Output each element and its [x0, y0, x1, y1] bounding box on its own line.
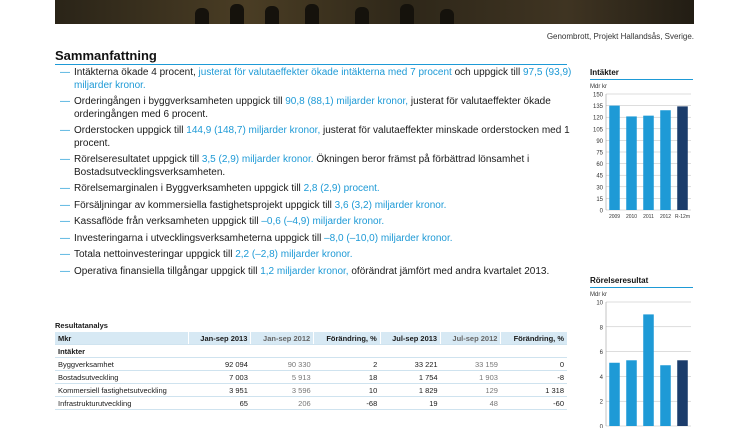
summary-bullet-list	[60, 67, 572, 282]
table-cell: 1 754	[380, 371, 440, 384]
table-cell: 2	[314, 358, 381, 371]
col-header: Jan-sep 2012	[251, 332, 314, 345]
bullet-dash-icon: —	[60, 232, 70, 244]
col-header: Mkr	[55, 332, 188, 345]
table-cell: 65	[188, 397, 251, 410]
revenue-chart	[590, 68, 693, 227]
chart-unit-label: Mdr kr	[590, 84, 607, 90]
summary-bullet	[60, 183, 572, 196]
bullet-dash-icon: —	[60, 183, 70, 194]
bullet-text: Orderingången i byggverksamheten uppgick till	[74, 96, 286, 107]
bar	[626, 360, 637, 426]
bullet-highlight-text: 3,5 (2,9) miljarder kronor.	[201, 154, 314, 165]
y-tick-label: 10	[596, 300, 603, 307]
table-cell: 129	[441, 384, 501, 397]
bullet-highlight-text: 90,8 (88,1) miljarder kronor,	[285, 96, 409, 107]
section-title: Sammanfattning	[55, 48, 157, 63]
summary-bullet	[60, 216, 572, 229]
table-row	[55, 358, 567, 371]
table-row	[55, 384, 567, 397]
summary-bullet	[60, 154, 572, 179]
bullet-highlight-text: 97,5 (93,9) miljarder kronor.	[74, 67, 572, 91]
y-tick-label: 0	[599, 424, 603, 428]
y-tick-label: 30	[596, 185, 603, 192]
x-tick-label: 2010	[625, 214, 638, 220]
bullet-text: Ökningen beror främst på förbättrad lönsamhet i Bostadsutvecklingsverksamheten.	[74, 154, 530, 178]
y-tick-label: 15	[596, 196, 603, 203]
chart-unit-label: Mdr kr	[590, 292, 607, 298]
table-cell: 33 159	[441, 358, 501, 371]
bullet-highlight-text: –8,0 (–10,0) miljarder kronor.	[324, 232, 453, 244]
summary-bullet	[60, 266, 572, 279]
y-tick-label: 150	[592, 92, 603, 99]
table-row	[55, 371, 567, 384]
bullet-text: och uppgick till	[451, 67, 523, 78]
bullet-text: Orderstocken uppgick till	[74, 125, 187, 136]
chart-title: Rörelseresultat	[590, 276, 693, 288]
photo-figure	[440, 9, 454, 24]
bullet-text: Rörelseresultatet uppgick till	[74, 154, 202, 165]
table-cell: 1 829	[380, 384, 440, 397]
table-cell: 18	[314, 371, 381, 384]
bullet-dash-icon: —	[60, 216, 70, 227]
bullet-text: Investeringarna i utvecklingsverksamheterna uppgick till	[74, 232, 325, 244]
x-tick-label: 2009	[608, 214, 621, 220]
photo-figure	[355, 7, 369, 24]
table-group-row	[55, 345, 567, 358]
table-cell: 1 903	[441, 371, 501, 384]
y-tick-label: 135	[592, 104, 603, 111]
photo-figure	[230, 4, 244, 24]
title-divider	[55, 64, 567, 65]
bullet-text: Rörelsemarginalen i Byggverksamheten uppgick till	[74, 183, 304, 194]
bullet-dash-icon: —	[60, 96, 70, 107]
photo-figure	[265, 6, 279, 24]
bullet-highlight-text: 2,8 (2,9) procent.	[303, 183, 380, 194]
bullet-text: justerat för valutaeffekter ökade orderingången med 6 procent.	[74, 96, 551, 120]
table-cell: 1 318	[501, 384, 567, 397]
y-tick-label: 0	[599, 208, 603, 215]
y-tick-label: 60	[596, 162, 603, 169]
bullet-text: Försäljningar av kommersiella fastighetsprojekt uppgick till	[74, 199, 335, 211]
bar	[660, 365, 671, 426]
bar	[677, 360, 688, 426]
table-cell: 3 951	[188, 384, 251, 397]
y-tick-label: 120	[592, 115, 603, 122]
header-photo	[55, 0, 694, 24]
table-cell: -60	[501, 397, 567, 410]
x-tick-label: 2011	[643, 214, 654, 220]
bullet-text: justerat för valutaeffekter minskade orderstocken med 1 procent.	[74, 125, 570, 149]
y-tick-label: 2	[599, 399, 603, 406]
table-cell: 0	[501, 358, 567, 371]
table-cell: Bostadsutveckling	[55, 371, 188, 384]
bullet-text: Intäkterna ökade 4 procent,	[74, 67, 199, 78]
table-cell: 92 094	[188, 358, 251, 371]
y-tick-label: 6	[599, 350, 603, 357]
table-cell: 3 596	[251, 384, 314, 397]
bar	[643, 314, 654, 426]
bar	[609, 363, 620, 426]
table-cell: 7 003	[188, 371, 251, 384]
bullet-dash-icon: —	[60, 154, 70, 165]
y-tick-label: 75	[596, 150, 603, 157]
table-cell: 19	[380, 397, 440, 410]
bullet-highlight-text: 1,2 miljarder kronor,	[260, 265, 349, 277]
col-header: Jan-sep 2013	[188, 332, 251, 345]
col-header: Förändring, %	[501, 332, 567, 345]
photo-figure	[305, 4, 319, 24]
group-label: Intäkter	[55, 345, 567, 358]
photo-figure	[195, 8, 209, 24]
summary-bullet	[60, 96, 572, 121]
summary-bullet	[60, 249, 572, 262]
table-cell: 48	[441, 397, 501, 410]
col-header: Jul-sep 2012	[441, 332, 501, 345]
table-cell: 10	[314, 384, 381, 397]
y-tick-label: 8	[599, 325, 603, 332]
photo-figure	[400, 4, 414, 24]
table-cell: 5 913	[251, 371, 314, 384]
col-header: Jul-sep 2013	[380, 332, 440, 345]
x-tick-label: 2012	[659, 214, 672, 220]
table-cell: -8	[501, 371, 567, 384]
summary-bullet	[60, 67, 572, 92]
bullet-highlight-text: 144,9 (148,7) miljarder kronor,	[186, 125, 321, 136]
operating-income-chart-svg	[590, 298, 693, 428]
bullet-dash-icon: —	[60, 199, 70, 211]
bullet-highlight-text: 2,2 (–2,8) miljarder kronor.	[235, 249, 353, 260]
bar	[660, 110, 671, 210]
table-cell: 90 330	[251, 358, 314, 371]
bar	[643, 116, 654, 210]
operating-income-chart	[590, 276, 693, 433]
bullet-dash-icon: —	[60, 125, 70, 136]
bar	[609, 106, 620, 210]
y-tick-label: 45	[596, 173, 603, 180]
summary-bullet	[60, 200, 572, 213]
bullet-dash-icon: —	[60, 249, 70, 260]
table-cell: 33 221	[380, 358, 440, 371]
bullet-highlight-text: –0,6 (–4,9) miljarder kronor.	[261, 216, 385, 227]
table-cell: Byggverksamhet	[55, 358, 188, 371]
summary-bullet	[60, 125, 572, 150]
photo-caption: Genombrott, Projekt Hallandsås, Sverige.	[546, 32, 694, 41]
bar	[677, 106, 688, 210]
bullet-highlight-text: justerat för valutaeffekter ökade intäkterna med 7 procent	[198, 67, 452, 78]
y-tick-label: 4	[599, 374, 603, 381]
bullet-dash-icon: —	[60, 265, 70, 277]
bullet-highlight-text: 3,6 (3,2) miljarder kronor.	[334, 199, 447, 211]
summary-bullet	[60, 233, 572, 246]
y-tick-label: 105	[592, 127, 603, 134]
bullet-text: oförändrat jämfört med andra kvartalet 2013.	[348, 265, 550, 277]
bullet-text: Totala nettoinvesteringar uppgick till	[74, 249, 236, 260]
bullet-text: Kassaflöde från verksamheten uppgick till	[74, 216, 262, 227]
bar	[626, 116, 637, 210]
col-header: Förändring, %	[314, 332, 381, 345]
revenue-chart-svg	[590, 90, 693, 222]
table-cell: Infrastrukturutveckling	[55, 397, 188, 410]
chart-title: Intäkter	[590, 68, 693, 80]
table-row	[55, 397, 567, 410]
x-tick-label: R-12m	[674, 214, 691, 220]
y-tick-label: 90	[596, 138, 603, 145]
table-cell: 206	[251, 397, 314, 410]
results-table	[55, 332, 567, 410]
bullet-text: Operativa finansiella tillgångar uppgick till	[74, 265, 261, 277]
table-cell: -68	[314, 397, 381, 410]
table-cell: Kommersiell fastighetsutveckling	[55, 384, 188, 397]
table-title: Resultatanalys	[55, 321, 108, 330]
bullet-dash-icon: —	[60, 67, 70, 78]
table-header-row	[55, 332, 567, 345]
